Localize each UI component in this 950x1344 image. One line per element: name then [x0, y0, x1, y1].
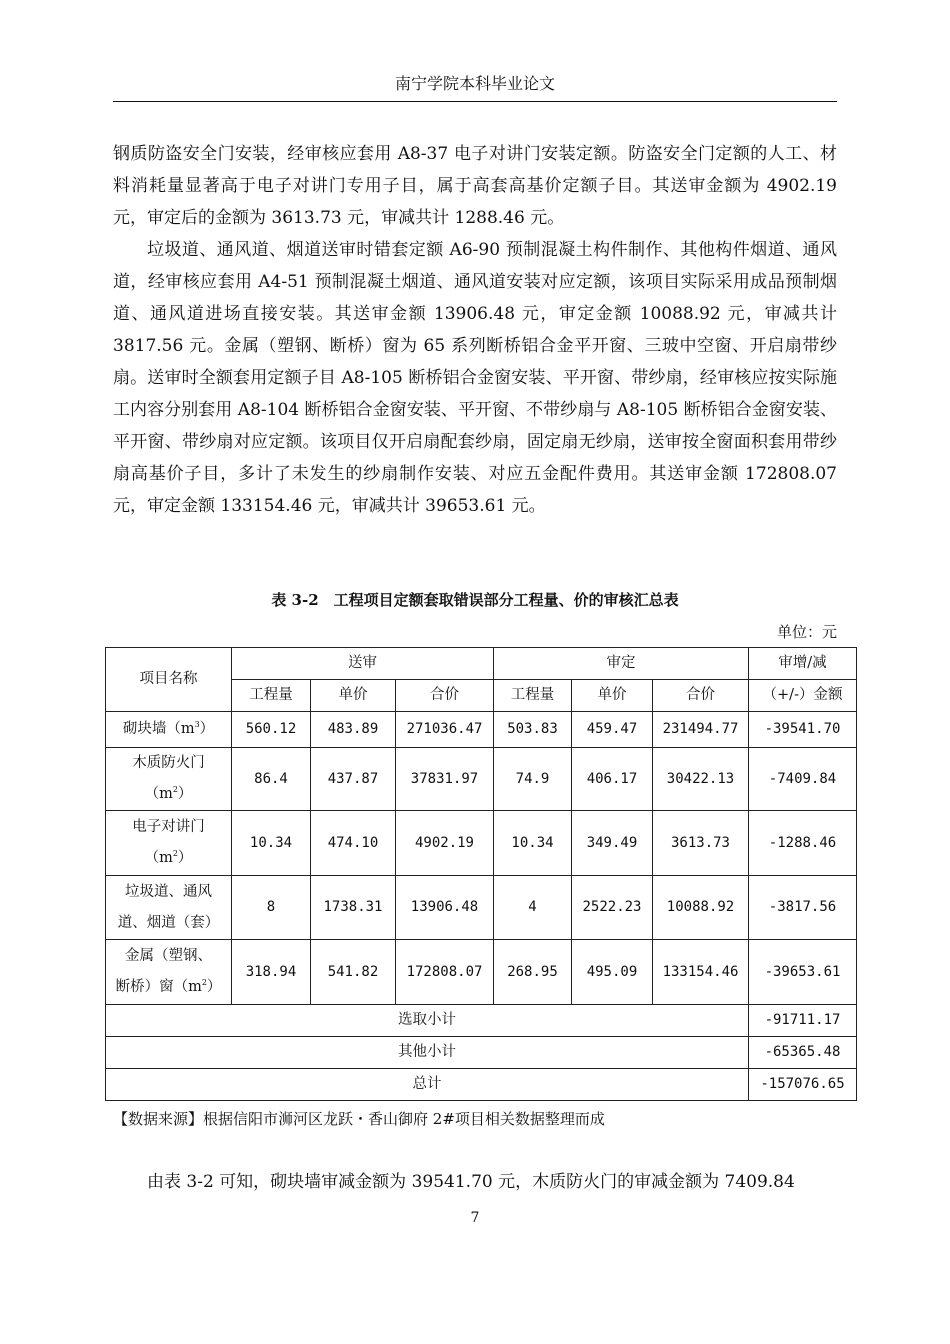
cell-submitted-qty: 10.34 [232, 811, 311, 876]
cell-approved-qty: 503.83 [494, 712, 572, 748]
table-unit: 单位：元 [776, 623, 837, 641]
cell-submitted-qty: 560.12 [232, 712, 311, 748]
cell-submitted-price: 437.87 [311, 748, 396, 811]
header-approved-price: 单价 [572, 680, 653, 712]
cell-approved-qty: 268.95 [494, 940, 572, 1005]
cell-approved-price: 349.49 [572, 811, 653, 876]
cell-approved-total: 10088.92 [653, 876, 749, 940]
paragraph-1: 钢质防盗安全门安装，经审核应套用 A8-37 电子对讲门安装定额。防盗安全门定额的人工、材料消耗量显著高于电子对讲门专用子目，属于高套高基价定额子目。其送审金额为 4902.19 元，审定后的金额为 3613.73 元，审减共计 1288.46 元。 [113, 144, 837, 228]
cell-approved-price: 2522.23 [572, 876, 653, 940]
cell-approved-price: 459.47 [572, 712, 653, 748]
page-number: 7 [470, 1210, 480, 1226]
cell-submitted-total: 37831.97 [396, 748, 494, 811]
summary-value: -65365.48 [749, 1037, 857, 1069]
cell-diff: -39653.61 [749, 940, 857, 1005]
cell-diff: -3817.56 [749, 876, 857, 940]
cell-approved-qty: 10.34 [494, 811, 572, 876]
cell-approved-total: 3613.73 [653, 811, 749, 876]
table-row [106, 940, 857, 1005]
cell-submitted-total: 13906.48 [396, 876, 494, 940]
header-rule [113, 101, 837, 102]
paragraph-3: 由表 3-2 可知，砌块墙审减金额为 39541.70 元，木质防火门的审减金额为 7409.84 [147, 1172, 795, 1192]
cell-approved-total: 30422.13 [653, 748, 749, 811]
table-caption: 表 3-2 工程项目定额套取错误部分工程量、价的审核汇总表 [271, 591, 679, 609]
header-diff-line1: 审增/减 [749, 648, 857, 680]
page-header-title: 南宁学院本科毕业论文 [394, 74, 555, 93]
header-item-name: 项目名称 [106, 648, 232, 712]
header-submitted: 送审 [232, 648, 494, 680]
paragraph-2: 垃圾道、通风道、烟道送审时错套定额 A6-90 预制混凝土构件制作、其他构件烟道、通风道，经审核应套用 A4-51 预制混凝土烟道、通风道安装对应定额，该项目实际采用成品预制烟道、通风道进场直接安装。其送审金额 13906.48 元，审定金额 10088.92 元，审减共计 3817.56 元。金属（塑钢、断桥）窗为 65 系列断桥铝合金平开窗、三玻中空窗、开启扇带纱扇。送审时全额套用定额子目 A8-105 断桥铝合金窗安装、平开窗、带纱扇，经审核应按实际施工内容分别套用 A8-104 断桥铝合金窗安装、平开窗、不带纱扇与 A8-105 断桥铝合金窗安装、平开窗、带纱扇对应定额。该项目仅开启扇配套纱扇，固定扇无纱扇，送审按全窗面积套用带纱扇高基价子目，多计了未发生的纱扇制作安装、对应五金配件费用。其送审金额 172808.07 元，审定金额 133154.46 元，审减共计 39653.61 元。 [113, 240, 837, 516]
summary-label: 总计 [106, 1069, 749, 1101]
cell-submitted-qty: 8 [232, 876, 311, 940]
cell-approved-total: 231494.77 [653, 712, 749, 748]
cell-submitted-price: 1738.31 [311, 876, 396, 940]
row-name: 金属（塑钢、 断桥）窗$(m^2)$ [106, 940, 232, 1005]
header-submitted-price: 单价 [311, 680, 396, 712]
summary-value: -91711.17 [749, 1005, 857, 1037]
header-approved-qty: 工程量 [494, 680, 572, 712]
cell-diff: -1288.46 [749, 811, 857, 876]
cell-approved-price: 495.09 [572, 940, 653, 1005]
cell-submitted-total: 271036.47 [396, 712, 494, 748]
data-source-note: 【数据来源】根据信阳市浉河区龙跃・香山御府 2#项目相关数据整理而成 [113, 1110, 605, 1128]
table-row [106, 811, 857, 876]
cell-approved-total: 133154.46 [653, 940, 749, 1005]
summary-value: -157076.65 [749, 1069, 857, 1101]
table-row [106, 876, 857, 940]
review-summary-table [105, 647, 857, 1101]
header-approved-total: 合价 [653, 680, 749, 712]
summary-row [106, 1037, 857, 1069]
summary-row [106, 1069, 857, 1101]
cell-submitted-total: 172808.07 [396, 940, 494, 1005]
cell-approved-qty: 74.9 [494, 748, 572, 811]
cell-diff: -7409.84 [749, 748, 857, 811]
header-submitted-total: 合价 [396, 680, 494, 712]
row-name: 砌块墙$(m^3)$ [106, 712, 232, 748]
cell-submitted-qty: 318.94 [232, 940, 311, 1005]
row-name: 电子对讲门 $(m^2)$ [106, 811, 232, 876]
header-submitted-qty: 工程量 [232, 680, 311, 712]
row-name: 木质防火门 $(m^2)$ [106, 748, 232, 811]
summary-label: 选取小计 [106, 1005, 749, 1037]
cell-approved-qty: 4 [494, 876, 572, 940]
cell-submitted-price: 474.10 [311, 811, 396, 876]
cell-approved-price: 406.17 [572, 748, 653, 811]
summary-label: 其他小计 [106, 1037, 749, 1069]
row-name: 垃圾道、通风 道、烟道（套） [106, 876, 232, 940]
cell-submitted-qty: 86.4 [232, 748, 311, 811]
cell-diff: -39541.70 [749, 712, 857, 748]
cell-submitted-total: 4902.19 [396, 811, 494, 876]
cell-submitted-price: 483.89 [311, 712, 396, 748]
cell-submitted-price: 541.82 [311, 940, 396, 1005]
summary-row [106, 1005, 857, 1037]
header-approved: 审定 [494, 648, 749, 680]
table-row [106, 748, 857, 811]
table-row [106, 712, 857, 748]
header-diff-line2: （+/-）金额 [749, 680, 857, 712]
